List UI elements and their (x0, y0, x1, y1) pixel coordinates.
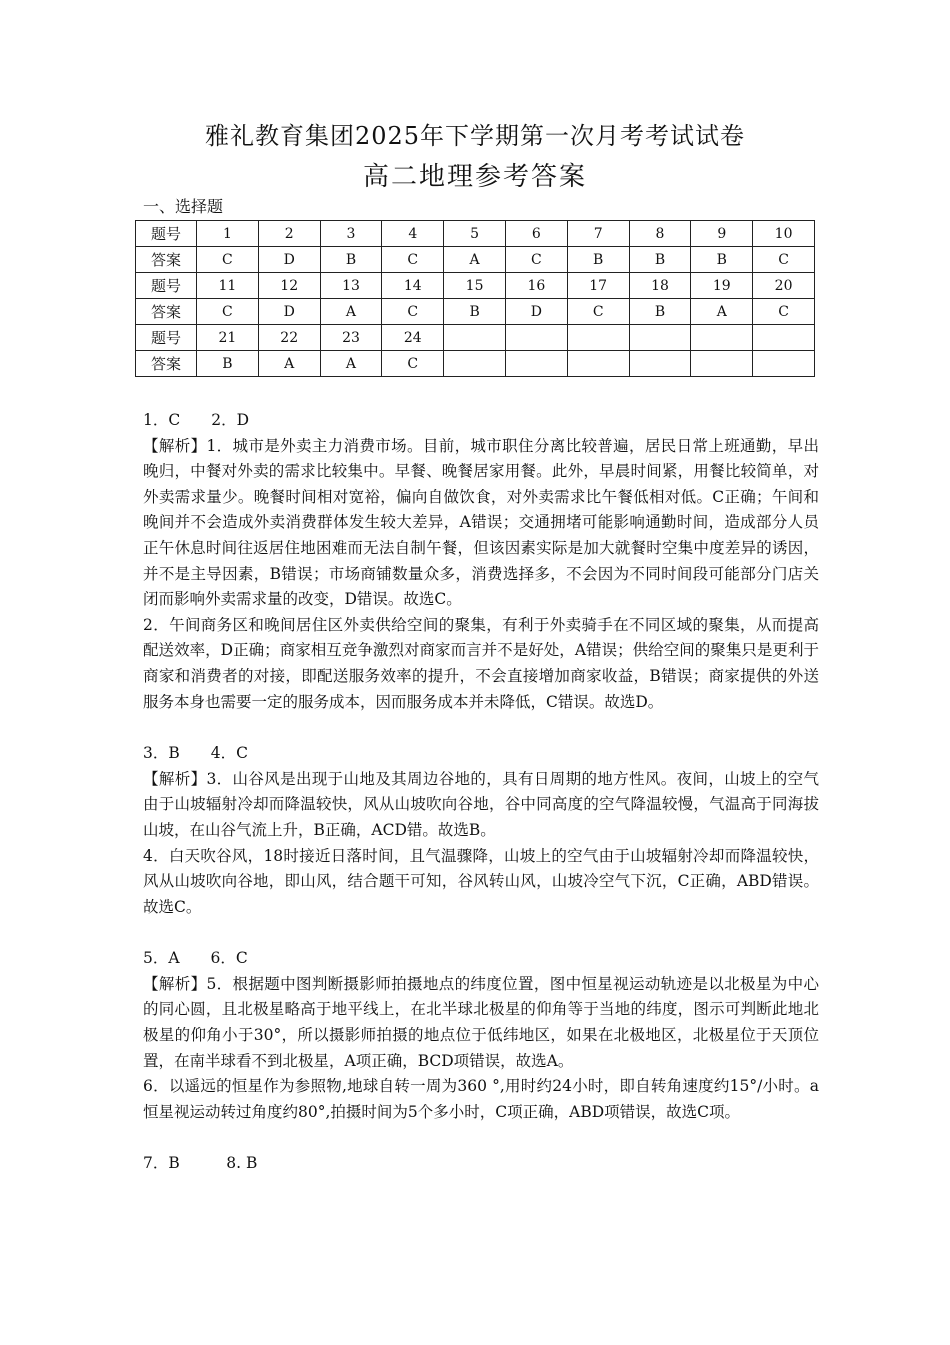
question-number-cell: 7 (567, 221, 629, 247)
question-number-cell: 21 (197, 325, 259, 351)
question-number-cell: 4 (382, 221, 444, 247)
question-number-cell: 16 (505, 273, 567, 299)
question-number-cell: 3 (320, 221, 382, 247)
answer-cell: D (505, 299, 567, 325)
answer-cell: C (753, 299, 815, 325)
question-number-cell: 1 (197, 221, 259, 247)
question-number-cell: 13 (320, 273, 382, 299)
row-header-question: 题号 (136, 221, 197, 247)
answer-line: 5．A 6．C (143, 949, 248, 968)
question-number-cell (691, 325, 753, 351)
answer-cell: C (567, 299, 629, 325)
question-number-cell (567, 325, 629, 351)
explanation-paragraph: 6．以遥远的恒星作为参照物,地球自转一周为360 °,用时约24小时，即自转角速度约15°/小时。a恒星视运动转过角度约80°,拍摄时间为5个多小时，C项正确，ABD项错误，故选C项。 (143, 1077, 819, 1121)
answer-cell: B (567, 247, 629, 273)
document-title: 雅礼教育集团2025年下学期第一次月考考试试卷 (204, 122, 746, 150)
question-number-cell: 14 (382, 273, 444, 299)
question-number-cell (629, 325, 691, 351)
question-number-cell: 5 (444, 221, 506, 247)
row-header-answer: 答案 (136, 351, 197, 377)
answer-cell (567, 351, 629, 377)
answer-cell: A (258, 351, 320, 377)
explanation-paragraph: 2．午间商务区和晚间居住区外卖供给空间的聚集，有利于外卖骑手在不同区域的聚集，从而提高配送效率，D正确；商家相互竞争激烈对商家而言并不是好处，A错误；供给空间的聚集只是更利于商家和消费者的对接，即配送服务效率的提升，不会直接增加商家收益，B错误；商家提供的外送服务本身也需要一定的服务成本，因而服务成本并未降低，C错误。故选D。 (143, 615, 819, 711)
answer-cell: B (444, 299, 506, 325)
answer-cell: C (382, 299, 444, 325)
answer-table-row (136, 325, 815, 351)
explanation-paragraph: 【解析】3．山谷风是出现于山地及其周边谷地的，具有日周期的地方性风。夜间，山坡上的空气由于山坡辐射冷却而降温较快，风从山坡吹向谷地，谷中同高度的空气降温较慢，气温高于同海拔山坡，在山谷气流上升，B正确，ACD错。故选B。 (143, 769, 819, 839)
question-number-cell: 2 (258, 221, 320, 247)
answer-cell: A (320, 351, 382, 377)
answer-table-row (136, 273, 815, 299)
block-spacer (143, 920, 819, 946)
document-subtitle: 高二地理参考答案 (362, 162, 587, 192)
question-number-cell: 8 (629, 221, 691, 247)
answer-cell (444, 351, 506, 377)
answer-cell: C (382, 247, 444, 273)
answer-cell: D (258, 247, 320, 273)
question-number-cell: 12 (258, 273, 320, 299)
row-header-question: 题号 (136, 273, 197, 299)
answer-table (135, 220, 815, 377)
question-number-cell: 9 (691, 221, 753, 247)
answer-cell: B (197, 351, 259, 377)
question-number-cell: 17 (567, 273, 629, 299)
question-number-cell: 24 (382, 325, 444, 351)
question-number-cell: 11 (197, 273, 259, 299)
answer-cell: C (505, 247, 567, 273)
question-number-cell (753, 325, 815, 351)
explanation-paragraph: 【解析】1．城市是外卖主力消费市场。目前，城市职住分离比较普遍，居民日常上班通勤，早出晚归，中餐对外卖的需求比较集中。早餐、晚餐居家用餐。此外，早晨时间紧，用餐比较简单，对外卖需求量少。晚餐时间相对宽裕，偏向自做饮食，对外卖需求比午餐低相对低。C正确；午间和晚间并不会造成外卖消费群体发生较大差异，A错误；交通拥堵可能影响通勤时间，造成部分人员正午休息时间往返居住地困难而无法自制午餐，但该因素实际是加大就餐时空集中度差异的诱因，并不是主导因素，B错误；市场商铺数量众多，消费选择多，不会因为不同时间段可能部分门店关闭而影响外卖需求量的改变，D错误。故选C。 (143, 436, 819, 609)
answer-cell (629, 351, 691, 377)
question-number-cell: 19 (691, 273, 753, 299)
question-number-cell: 20 (753, 273, 815, 299)
answer-cell: C (753, 247, 815, 273)
row-header-answer: 答案 (136, 247, 197, 273)
answer-cell (753, 351, 815, 377)
explanations (143, 408, 819, 1177)
answer-cell: A (444, 247, 506, 273)
answer-cell: A (691, 299, 753, 325)
explanation-paragraph: 4．白天吹谷风，18时接近日落时间，且气温骤降，山坡上的空气由于山坡辐射冷却而降温较快，风从山坡吹向谷地，即山风，结合题干可知，谷风转山风，山坡冷空气下沉，C正确，ABD错误。故选C。 (143, 846, 819, 916)
answer-table-row (136, 351, 815, 377)
answer-cell (505, 351, 567, 377)
answer-table-row (136, 299, 815, 325)
section-label: 一、选择题 (143, 197, 224, 216)
question-number-cell: 15 (444, 273, 506, 299)
answer-line: 1．C 2．D (143, 411, 250, 429)
question-number-cell: 10 (753, 221, 815, 247)
answer-cell: C (382, 351, 444, 377)
question-number-cell: 6 (505, 221, 567, 247)
answer-cell: B (629, 247, 691, 273)
answer-table-row (136, 221, 815, 247)
answer-cell (691, 351, 753, 377)
answer-cell: B (629, 299, 691, 325)
question-number-cell: 18 (629, 273, 691, 299)
answer-line: 7．B 8. B (143, 1154, 258, 1173)
answer-line: 3．B 4．C (143, 744, 248, 763)
answer-cell: B (691, 247, 753, 273)
question-number-cell (505, 325, 567, 351)
answer-table-row (136, 247, 815, 273)
block-spacer (143, 1125, 819, 1151)
question-number-cell: 23 (320, 325, 382, 351)
answer-cell: C (197, 299, 259, 325)
explanation-paragraph: 【解析】5．根据题中图判断摄影师拍摄地点的纬度位置，图中恒星视运动轨迹是以北极星为中心的同心圆，且北极星略高于地平线上，在北半球北极星的仰角等于当地的纬度，图示可判断此地北极星的仰角小于30°，所以摄影师拍摄的地点位于低纬地区，如果在北极地区，北极星位于天顶位置，在南半球看不到北极星，A项正确，BCD项错误，故选A。 (143, 974, 819, 1070)
row-header-question: 题号 (136, 325, 197, 351)
answer-cell: C (197, 247, 259, 273)
question-number-cell: 22 (258, 325, 320, 351)
row-header-answer: 答案 (136, 299, 197, 325)
question-number-cell (444, 325, 506, 351)
block-spacer (143, 715, 819, 741)
answer-cell: A (320, 299, 382, 325)
answer-cell: D (258, 299, 320, 325)
answer-cell: B (320, 247, 382, 273)
